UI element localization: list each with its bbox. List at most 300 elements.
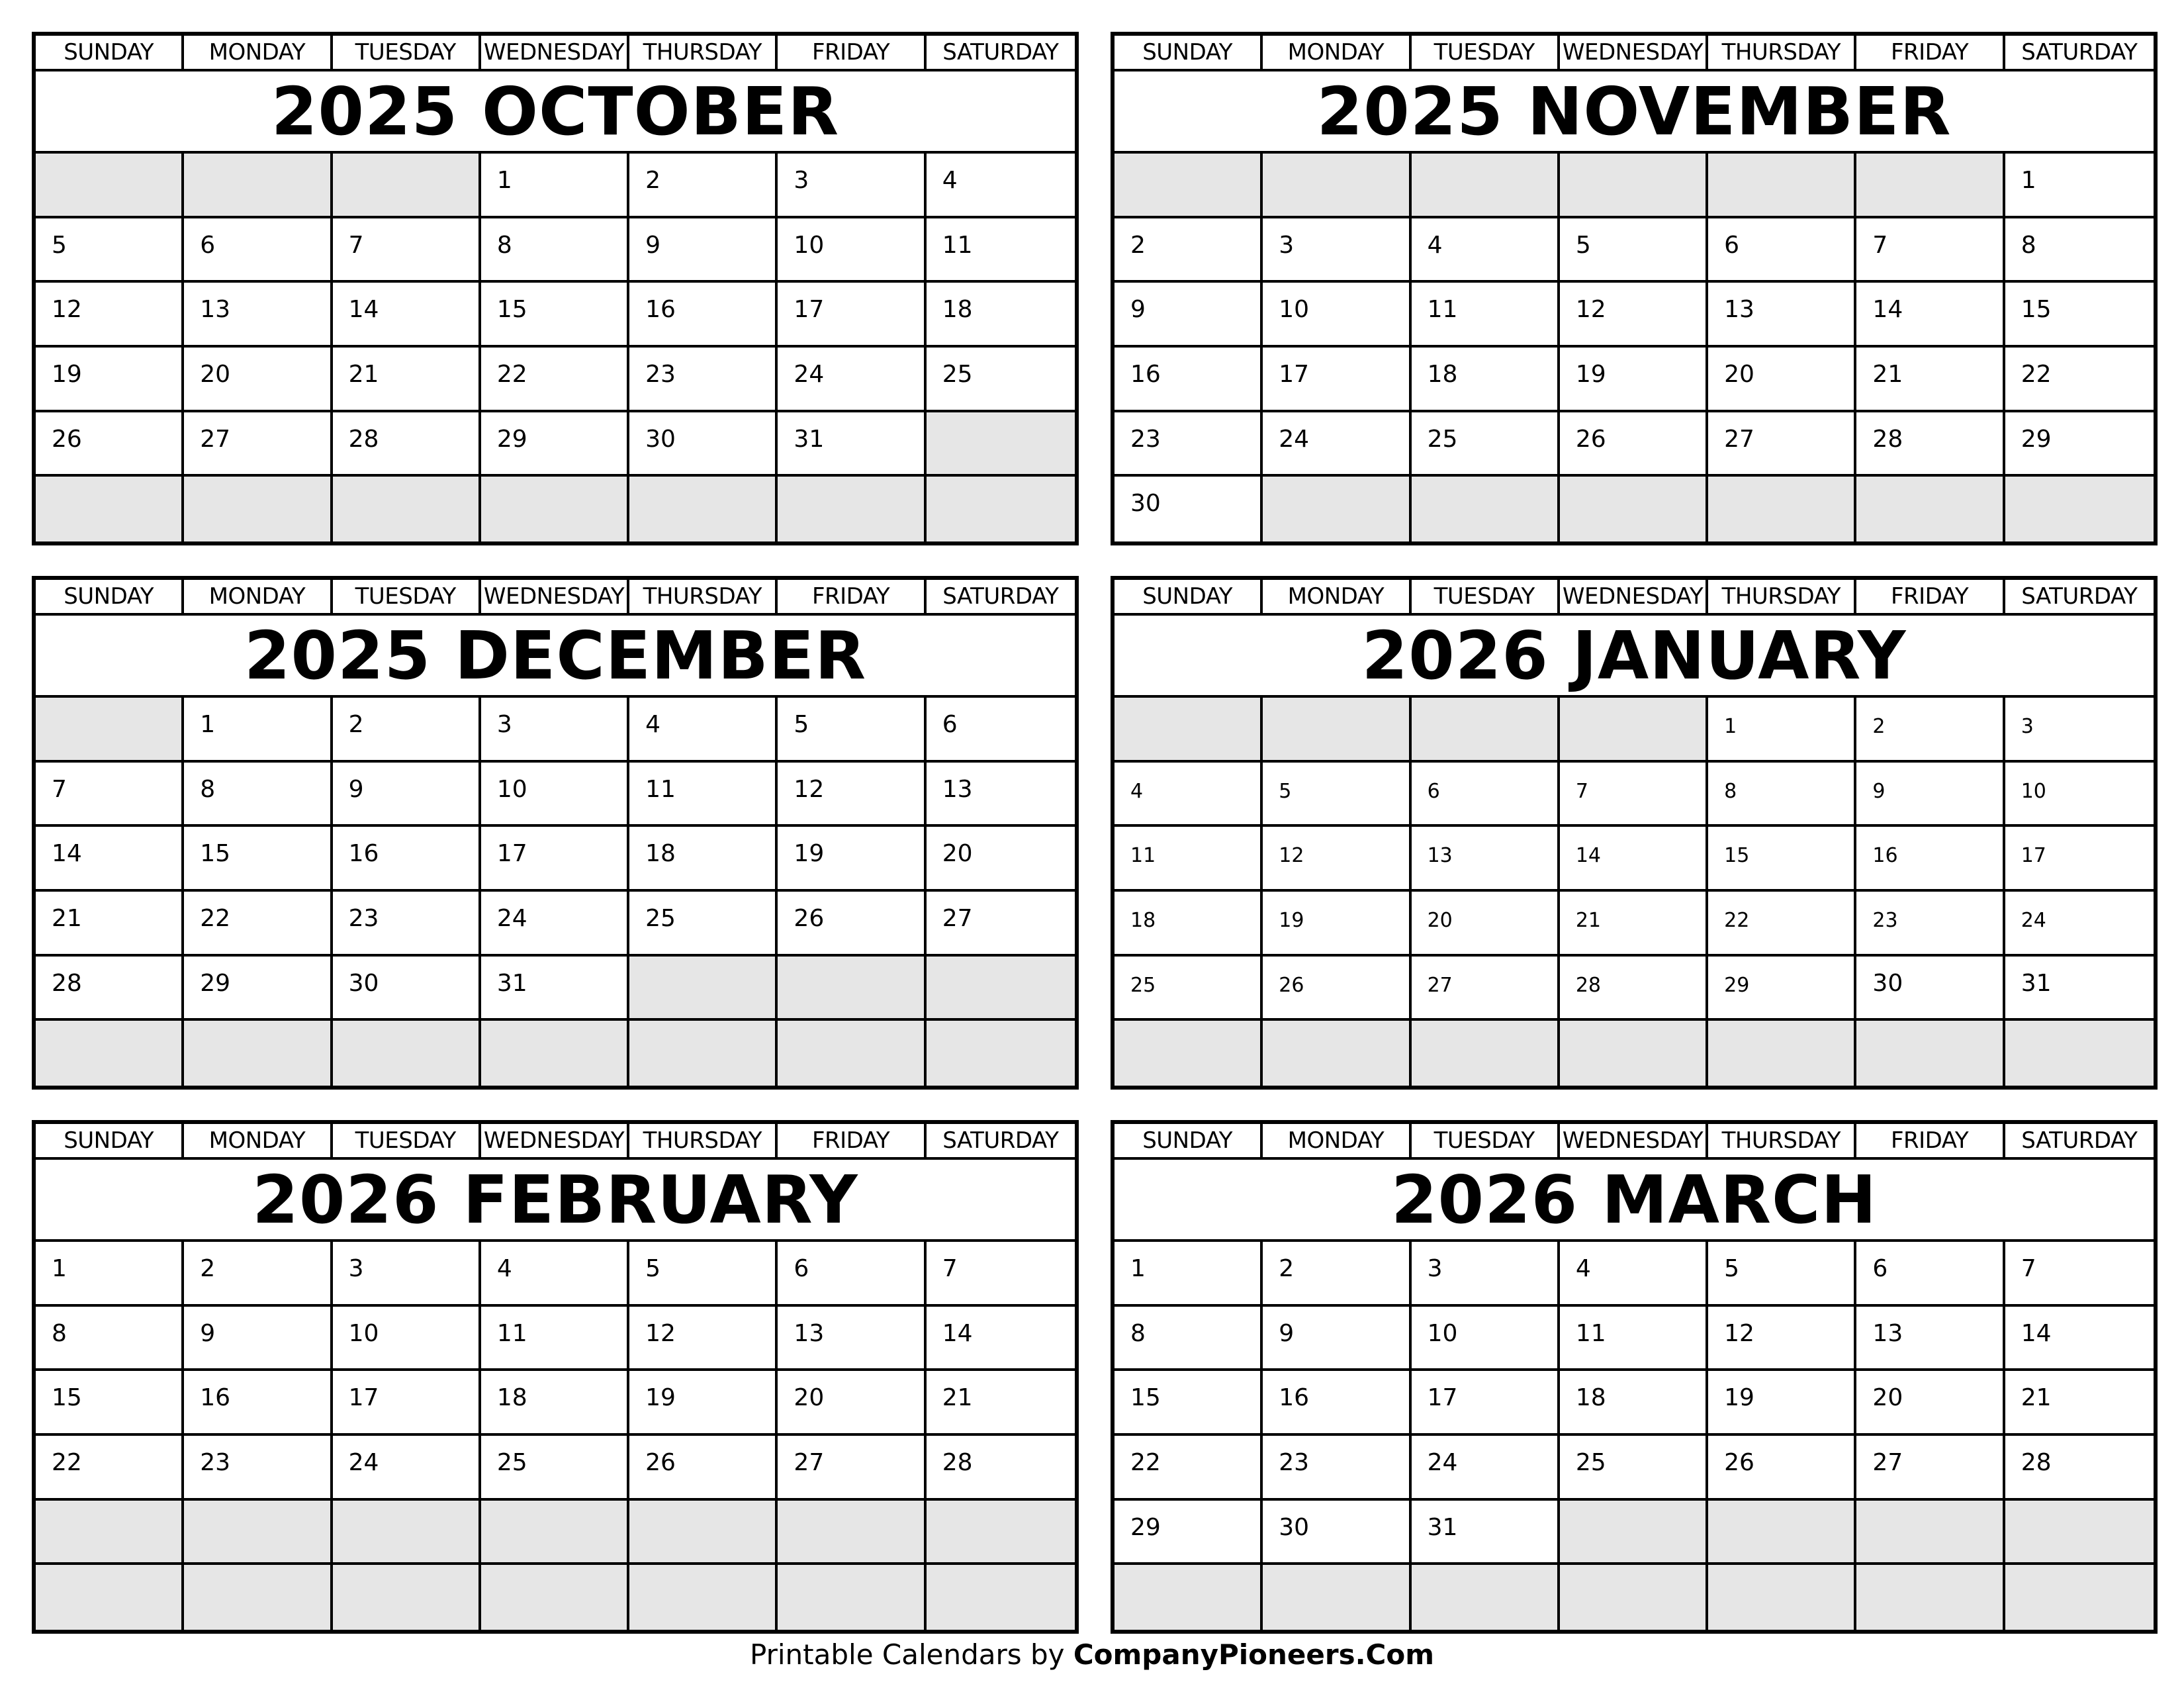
day-cell: 2 — [1263, 1242, 1411, 1307]
weekday-header: TUESDAY — [1412, 36, 1560, 71]
weekday-header: MONDAY — [184, 36, 332, 71]
day-cell: 30 — [333, 957, 481, 1021]
calendar-month — [32, 32, 1079, 545]
day-cell: 10 — [333, 1307, 481, 1372]
empty-day-cell — [1560, 154, 1708, 218]
day-cell: 26 — [36, 412, 184, 477]
day-cell: 16 — [1115, 348, 1263, 412]
empty-day-cell — [927, 1501, 1075, 1566]
day-cell: 3 — [333, 1242, 481, 1307]
day-cell: 23 — [184, 1436, 332, 1501]
weekday-header: THURSDAY — [629, 1124, 778, 1160]
day-cell: 23 — [1856, 892, 2005, 957]
empty-day-cell — [1412, 1565, 1560, 1630]
empty-day-cell — [184, 1501, 332, 1566]
day-cell: 13 — [1412, 827, 1560, 892]
empty-day-cell — [36, 1501, 184, 1566]
day-cell: 3 — [481, 698, 629, 763]
day-cell: 27 — [1856, 1436, 2005, 1501]
day-cell: 15 — [1115, 1371, 1263, 1436]
day-cell: 14 — [927, 1307, 1075, 1372]
day-cell: 20 — [778, 1371, 926, 1436]
empty-day-cell — [2005, 477, 2154, 541]
empty-day-cell — [333, 477, 481, 541]
empty-day-cell — [36, 154, 184, 218]
day-cell: 9 — [1115, 283, 1263, 348]
day-cell: 26 — [778, 892, 926, 957]
empty-day-cell — [1708, 477, 1856, 541]
day-cell: 16 — [629, 283, 778, 348]
day-cell: 30 — [1263, 1501, 1411, 1566]
empty-day-cell — [1412, 1021, 1560, 1086]
day-cell: 8 — [2005, 218, 2154, 283]
day-cell: 4 — [1560, 1242, 1708, 1307]
day-cell: 8 — [184, 763, 332, 827]
empty-day-cell — [629, 1021, 778, 1086]
weekday-header: SUNDAY — [36, 580, 184, 616]
day-cell: 23 — [333, 892, 481, 957]
empty-day-cell — [481, 477, 629, 541]
day-cell: 29 — [1708, 957, 1856, 1021]
weekday-header: SATURDAY — [2005, 36, 2154, 71]
empty-day-cell — [1115, 1565, 1263, 1630]
day-cell: 27 — [778, 1436, 926, 1501]
weekday-header: FRIDAY — [1856, 580, 2005, 616]
empty-day-cell — [1856, 477, 2005, 541]
empty-day-cell — [778, 477, 926, 541]
day-cell: 7 — [1560, 763, 1708, 827]
day-cell: 7 — [333, 218, 481, 283]
day-cell: 19 — [629, 1371, 778, 1436]
day-cell: 26 — [629, 1436, 778, 1501]
day-cell: 10 — [2005, 763, 2154, 827]
day-cell: 2 — [184, 1242, 332, 1307]
day-cell: 29 — [481, 412, 629, 477]
day-cell: 20 — [184, 348, 332, 412]
day-cell: 7 — [36, 763, 184, 827]
weekday-header: TUESDAY — [333, 580, 481, 616]
day-cell: 6 — [1708, 218, 1856, 283]
day-cell: 14 — [1560, 827, 1708, 892]
day-cell: 26 — [1560, 412, 1708, 477]
month-title: 2025 OCTOBER — [36, 71, 1075, 154]
day-cell: 5 — [36, 218, 184, 283]
day-cell: 24 — [1412, 1436, 1560, 1501]
month-title: 2025 DECEMBER — [36, 616, 1075, 698]
day-cell: 9 — [1856, 763, 2005, 827]
day-cell: 25 — [1115, 957, 1263, 1021]
empty-day-cell — [36, 1565, 184, 1630]
day-cell: 8 — [1708, 763, 1856, 827]
day-cell: 11 — [1560, 1307, 1708, 1372]
day-cell: 25 — [481, 1436, 629, 1501]
empty-day-cell — [927, 477, 1075, 541]
empty-day-cell — [629, 477, 778, 541]
weekday-header: WEDNESDAY — [1560, 1124, 1708, 1160]
empty-day-cell — [629, 1501, 778, 1566]
day-cell: 9 — [333, 763, 481, 827]
weekday-header: WEDNESDAY — [1560, 580, 1708, 616]
weekday-header: SUNDAY — [1115, 580, 1263, 616]
empty-day-cell — [1263, 1565, 1411, 1630]
day-cell: 11 — [481, 1307, 629, 1372]
empty-day-cell — [333, 1021, 481, 1086]
day-cell: 13 — [927, 763, 1075, 827]
empty-day-cell — [481, 1021, 629, 1086]
day-cell: 31 — [2005, 957, 2154, 1021]
weekday-header: SATURDAY — [2005, 1124, 2154, 1160]
day-cell: 22 — [481, 348, 629, 412]
day-cell: 21 — [333, 348, 481, 412]
weekday-header: FRIDAY — [778, 36, 926, 71]
empty-day-cell — [36, 1021, 184, 1086]
day-cell: 6 — [1856, 1242, 2005, 1307]
footer-brand[interactable]: CompanyPioneers.Com — [1073, 1638, 1434, 1671]
day-cell: 1 — [36, 1242, 184, 1307]
weekday-header: MONDAY — [1263, 36, 1411, 71]
day-cell: 12 — [36, 283, 184, 348]
day-cell: 21 — [927, 1371, 1075, 1436]
calendar-month — [1111, 32, 2158, 545]
day-cell: 22 — [1708, 892, 1856, 957]
day-cell: 27 — [1708, 412, 1856, 477]
empty-day-cell — [1412, 477, 1560, 541]
day-cell: 11 — [927, 218, 1075, 283]
empty-day-cell — [184, 477, 332, 541]
empty-day-cell — [1856, 154, 2005, 218]
month-title: 2026 MARCH — [1115, 1160, 2154, 1242]
empty-day-cell — [1560, 477, 1708, 541]
day-cell: 20 — [1708, 348, 1856, 412]
empty-day-cell — [927, 412, 1075, 477]
weekday-header: WEDNESDAY — [481, 580, 629, 616]
day-cell: 26 — [1708, 1436, 1856, 1501]
weekday-header: MONDAY — [1263, 1124, 1411, 1160]
empty-day-cell — [927, 1565, 1075, 1630]
day-cell: 28 — [1856, 412, 2005, 477]
day-cell: 25 — [629, 892, 778, 957]
empty-day-cell — [629, 1565, 778, 1630]
day-cell: 10 — [778, 218, 926, 283]
weekday-header: WEDNESDAY — [481, 36, 629, 71]
day-cell: 25 — [1412, 412, 1560, 477]
day-cell: 17 — [333, 1371, 481, 1436]
day-cell: 2 — [333, 698, 481, 763]
day-cell: 22 — [184, 892, 332, 957]
empty-day-cell — [333, 1501, 481, 1566]
day-cell: 12 — [1560, 283, 1708, 348]
empty-day-cell — [1560, 1565, 1708, 1630]
day-cell: 15 — [36, 1371, 184, 1436]
day-cell: 21 — [1856, 348, 2005, 412]
day-cell: 24 — [1263, 412, 1411, 477]
empty-day-cell — [36, 698, 184, 763]
day-cell: 5 — [629, 1242, 778, 1307]
day-cell: 16 — [184, 1371, 332, 1436]
empty-day-cell — [36, 477, 184, 541]
day-cell: 28 — [927, 1436, 1075, 1501]
weekday-header: FRIDAY — [1856, 36, 2005, 71]
day-cell: 9 — [1263, 1307, 1411, 1372]
empty-day-cell — [778, 1501, 926, 1566]
empty-day-cell — [778, 1021, 926, 1086]
empty-day-cell — [2005, 1565, 2154, 1630]
empty-day-cell — [1560, 1501, 1708, 1566]
day-cell: 5 — [1708, 1242, 1856, 1307]
weekday-header: MONDAY — [184, 580, 332, 616]
empty-day-cell — [927, 957, 1075, 1021]
day-cell: 17 — [2005, 827, 2154, 892]
day-cell: 4 — [927, 154, 1075, 218]
day-cell: 18 — [1412, 348, 1560, 412]
day-cell: 25 — [1560, 1436, 1708, 1501]
footer-prefix: Printable Calendars by — [750, 1638, 1073, 1671]
empty-day-cell — [1708, 1565, 1856, 1630]
day-cell: 10 — [1412, 1307, 1560, 1372]
day-cell: 15 — [184, 827, 332, 892]
day-cell: 11 — [1412, 283, 1560, 348]
weekday-header: TUESDAY — [1412, 1124, 1560, 1160]
empty-day-cell — [1856, 1565, 2005, 1630]
calendar-month — [1111, 1120, 2158, 1634]
day-cell: 22 — [2005, 348, 2154, 412]
day-cell: 17 — [1412, 1371, 1560, 1436]
day-cell: 27 — [1412, 957, 1560, 1021]
day-cell: 14 — [333, 283, 481, 348]
empty-day-cell — [1115, 1021, 1263, 1086]
day-cell: 15 — [481, 283, 629, 348]
weekday-header: TUESDAY — [1412, 580, 1560, 616]
day-cell: 1 — [184, 698, 332, 763]
day-cell: 29 — [184, 957, 332, 1021]
day-cell: 17 — [481, 827, 629, 892]
day-cell: 7 — [2005, 1242, 2154, 1307]
weekday-header: WEDNESDAY — [481, 1124, 629, 1160]
weekday-header: THURSDAY — [1708, 580, 1856, 616]
day-cell: 16 — [1263, 1371, 1411, 1436]
weekday-header: THURSDAY — [629, 36, 778, 71]
day-cell: 8 — [481, 218, 629, 283]
empty-day-cell — [1263, 698, 1411, 763]
month-title: 2025 NOVEMBER — [1115, 71, 2154, 154]
day-cell: 7 — [1856, 218, 2005, 283]
day-cell: 18 — [1115, 892, 1263, 957]
day-cell: 6 — [1412, 763, 1560, 827]
empty-day-cell — [333, 154, 481, 218]
empty-day-cell — [778, 1565, 926, 1630]
day-cell: 2 — [1856, 698, 2005, 763]
weekday-header: THURSDAY — [1708, 36, 1856, 71]
day-cell: 1 — [1708, 698, 1856, 763]
day-cell: 14 — [1856, 283, 2005, 348]
day-cell: 23 — [629, 348, 778, 412]
day-cell: 14 — [36, 827, 184, 892]
day-cell: 2 — [629, 154, 778, 218]
day-cell: 24 — [333, 1436, 481, 1501]
weekday-header: SUNDAY — [36, 1124, 184, 1160]
day-cell: 26 — [1263, 957, 1411, 1021]
day-cell: 19 — [1708, 1371, 1856, 1436]
day-cell: 7 — [927, 1242, 1075, 1307]
empty-day-cell — [1412, 698, 1560, 763]
day-cell: 24 — [2005, 892, 2154, 957]
weekday-header: WEDNESDAY — [1560, 36, 1708, 71]
day-cell: 27 — [927, 892, 1075, 957]
empty-day-cell — [1708, 154, 1856, 218]
day-cell: 19 — [36, 348, 184, 412]
day-cell: 3 — [778, 154, 926, 218]
weekday-header: SUNDAY — [1115, 1124, 1263, 1160]
day-cell: 11 — [1115, 827, 1263, 892]
day-cell: 16 — [1856, 827, 2005, 892]
day-cell: 30 — [1856, 957, 2005, 1021]
empty-day-cell — [1412, 154, 1560, 218]
weekday-header: SATURDAY — [927, 580, 1075, 616]
day-cell: 30 — [629, 412, 778, 477]
day-cell: 28 — [333, 412, 481, 477]
weekday-header: THURSDAY — [629, 580, 778, 616]
day-cell: 28 — [2005, 1436, 2154, 1501]
day-cell: 14 — [2005, 1307, 2154, 1372]
day-cell: 5 — [778, 698, 926, 763]
empty-day-cell — [1263, 154, 1411, 218]
day-cell: 21 — [1560, 892, 1708, 957]
day-cell: 16 — [333, 827, 481, 892]
empty-day-cell — [2005, 1021, 2154, 1086]
day-cell: 9 — [184, 1307, 332, 1372]
footer-credit — [0, 1638, 2184, 1671]
day-cell: 19 — [778, 827, 926, 892]
day-cell: 8 — [36, 1307, 184, 1372]
day-cell: 8 — [1115, 1307, 1263, 1372]
day-cell: 24 — [481, 892, 629, 957]
empty-day-cell — [1856, 1501, 2005, 1566]
day-cell: 31 — [778, 412, 926, 477]
day-cell: 21 — [36, 892, 184, 957]
weekday-header: MONDAY — [184, 1124, 332, 1160]
day-cell: 3 — [1412, 1242, 1560, 1307]
day-cell: 28 — [36, 957, 184, 1021]
day-cell: 31 — [481, 957, 629, 1021]
day-cell: 9 — [629, 218, 778, 283]
day-cell: 10 — [481, 763, 629, 827]
day-cell: 4 — [1115, 763, 1263, 827]
day-cell: 13 — [184, 283, 332, 348]
day-cell: 4 — [629, 698, 778, 763]
weekday-header: THURSDAY — [1708, 1124, 1856, 1160]
weekday-header: SUNDAY — [36, 36, 184, 71]
day-cell: 5 — [1560, 218, 1708, 283]
day-cell: 29 — [2005, 412, 2154, 477]
day-cell: 6 — [927, 698, 1075, 763]
day-cell: 1 — [1115, 1242, 1263, 1307]
day-cell: 19 — [1263, 892, 1411, 957]
day-cell: 13 — [1856, 1307, 2005, 1372]
day-cell: 12 — [1708, 1307, 1856, 1372]
empty-day-cell — [184, 154, 332, 218]
empty-day-cell — [1708, 1501, 1856, 1566]
weekday-header: FRIDAY — [778, 580, 926, 616]
calendar-month — [1111, 576, 2158, 1090]
day-cell: 12 — [629, 1307, 778, 1372]
empty-day-cell — [1560, 1021, 1708, 1086]
empty-day-cell — [1856, 1021, 2005, 1086]
empty-day-cell — [1115, 154, 1263, 218]
empty-day-cell — [778, 957, 926, 1021]
empty-day-cell — [1560, 698, 1708, 763]
day-cell: 18 — [481, 1371, 629, 1436]
day-cell: 1 — [481, 154, 629, 218]
day-cell: 28 — [1560, 957, 1708, 1021]
day-cell: 18 — [629, 827, 778, 892]
day-cell: 31 — [1412, 1501, 1560, 1566]
weekday-header: TUESDAY — [333, 36, 481, 71]
day-cell: 3 — [1263, 218, 1411, 283]
weekday-header: FRIDAY — [778, 1124, 926, 1160]
day-cell: 17 — [778, 283, 926, 348]
weekday-header: SATURDAY — [927, 1124, 1075, 1160]
day-cell: 6 — [778, 1242, 926, 1307]
empty-day-cell — [184, 1021, 332, 1086]
empty-day-cell — [1708, 1021, 1856, 1086]
day-cell: 6 — [184, 218, 332, 283]
day-cell: 13 — [1708, 283, 1856, 348]
day-cell: 25 — [927, 348, 1075, 412]
day-cell: 17 — [1263, 348, 1411, 412]
day-cell: 19 — [1560, 348, 1708, 412]
day-cell: 2 — [1115, 218, 1263, 283]
day-cell: 11 — [629, 763, 778, 827]
day-cell: 13 — [778, 1307, 926, 1372]
day-cell: 23 — [1263, 1436, 1411, 1501]
day-cell: 1 — [2005, 154, 2154, 218]
day-cell: 12 — [1263, 827, 1411, 892]
day-cell: 12 — [778, 763, 926, 827]
day-cell: 18 — [927, 283, 1075, 348]
weekday-header: SATURDAY — [927, 36, 1075, 71]
empty-day-cell — [184, 1565, 332, 1630]
day-cell: 22 — [1115, 1436, 1263, 1501]
weekday-header: TUESDAY — [333, 1124, 481, 1160]
empty-day-cell — [2005, 1501, 2154, 1566]
weekday-header: SUNDAY — [1115, 36, 1263, 71]
empty-day-cell — [481, 1501, 629, 1566]
empty-day-cell — [629, 957, 778, 1021]
day-cell: 4 — [1412, 218, 1560, 283]
empty-day-cell — [481, 1565, 629, 1630]
empty-day-cell — [333, 1565, 481, 1630]
calendar-month — [32, 1120, 1079, 1634]
day-cell: 24 — [778, 348, 926, 412]
weekday-header: FRIDAY — [1856, 1124, 2005, 1160]
weekday-header: SATURDAY — [2005, 580, 2154, 616]
day-cell: 15 — [2005, 283, 2154, 348]
day-cell: 5 — [1263, 763, 1411, 827]
day-cell: 3 — [2005, 698, 2154, 763]
day-cell: 18 — [1560, 1371, 1708, 1436]
day-cell: 20 — [1412, 892, 1560, 957]
empty-day-cell — [927, 1021, 1075, 1086]
day-cell: 23 — [1115, 412, 1263, 477]
empty-day-cell — [1115, 698, 1263, 763]
day-cell: 10 — [1263, 283, 1411, 348]
day-cell: 30 — [1115, 477, 1263, 541]
day-cell: 15 — [1708, 827, 1856, 892]
month-title: 2026 FEBRUARY — [36, 1160, 1075, 1242]
day-cell: 29 — [1115, 1501, 1263, 1566]
weekday-header: MONDAY — [1263, 580, 1411, 616]
day-cell: 4 — [481, 1242, 629, 1307]
